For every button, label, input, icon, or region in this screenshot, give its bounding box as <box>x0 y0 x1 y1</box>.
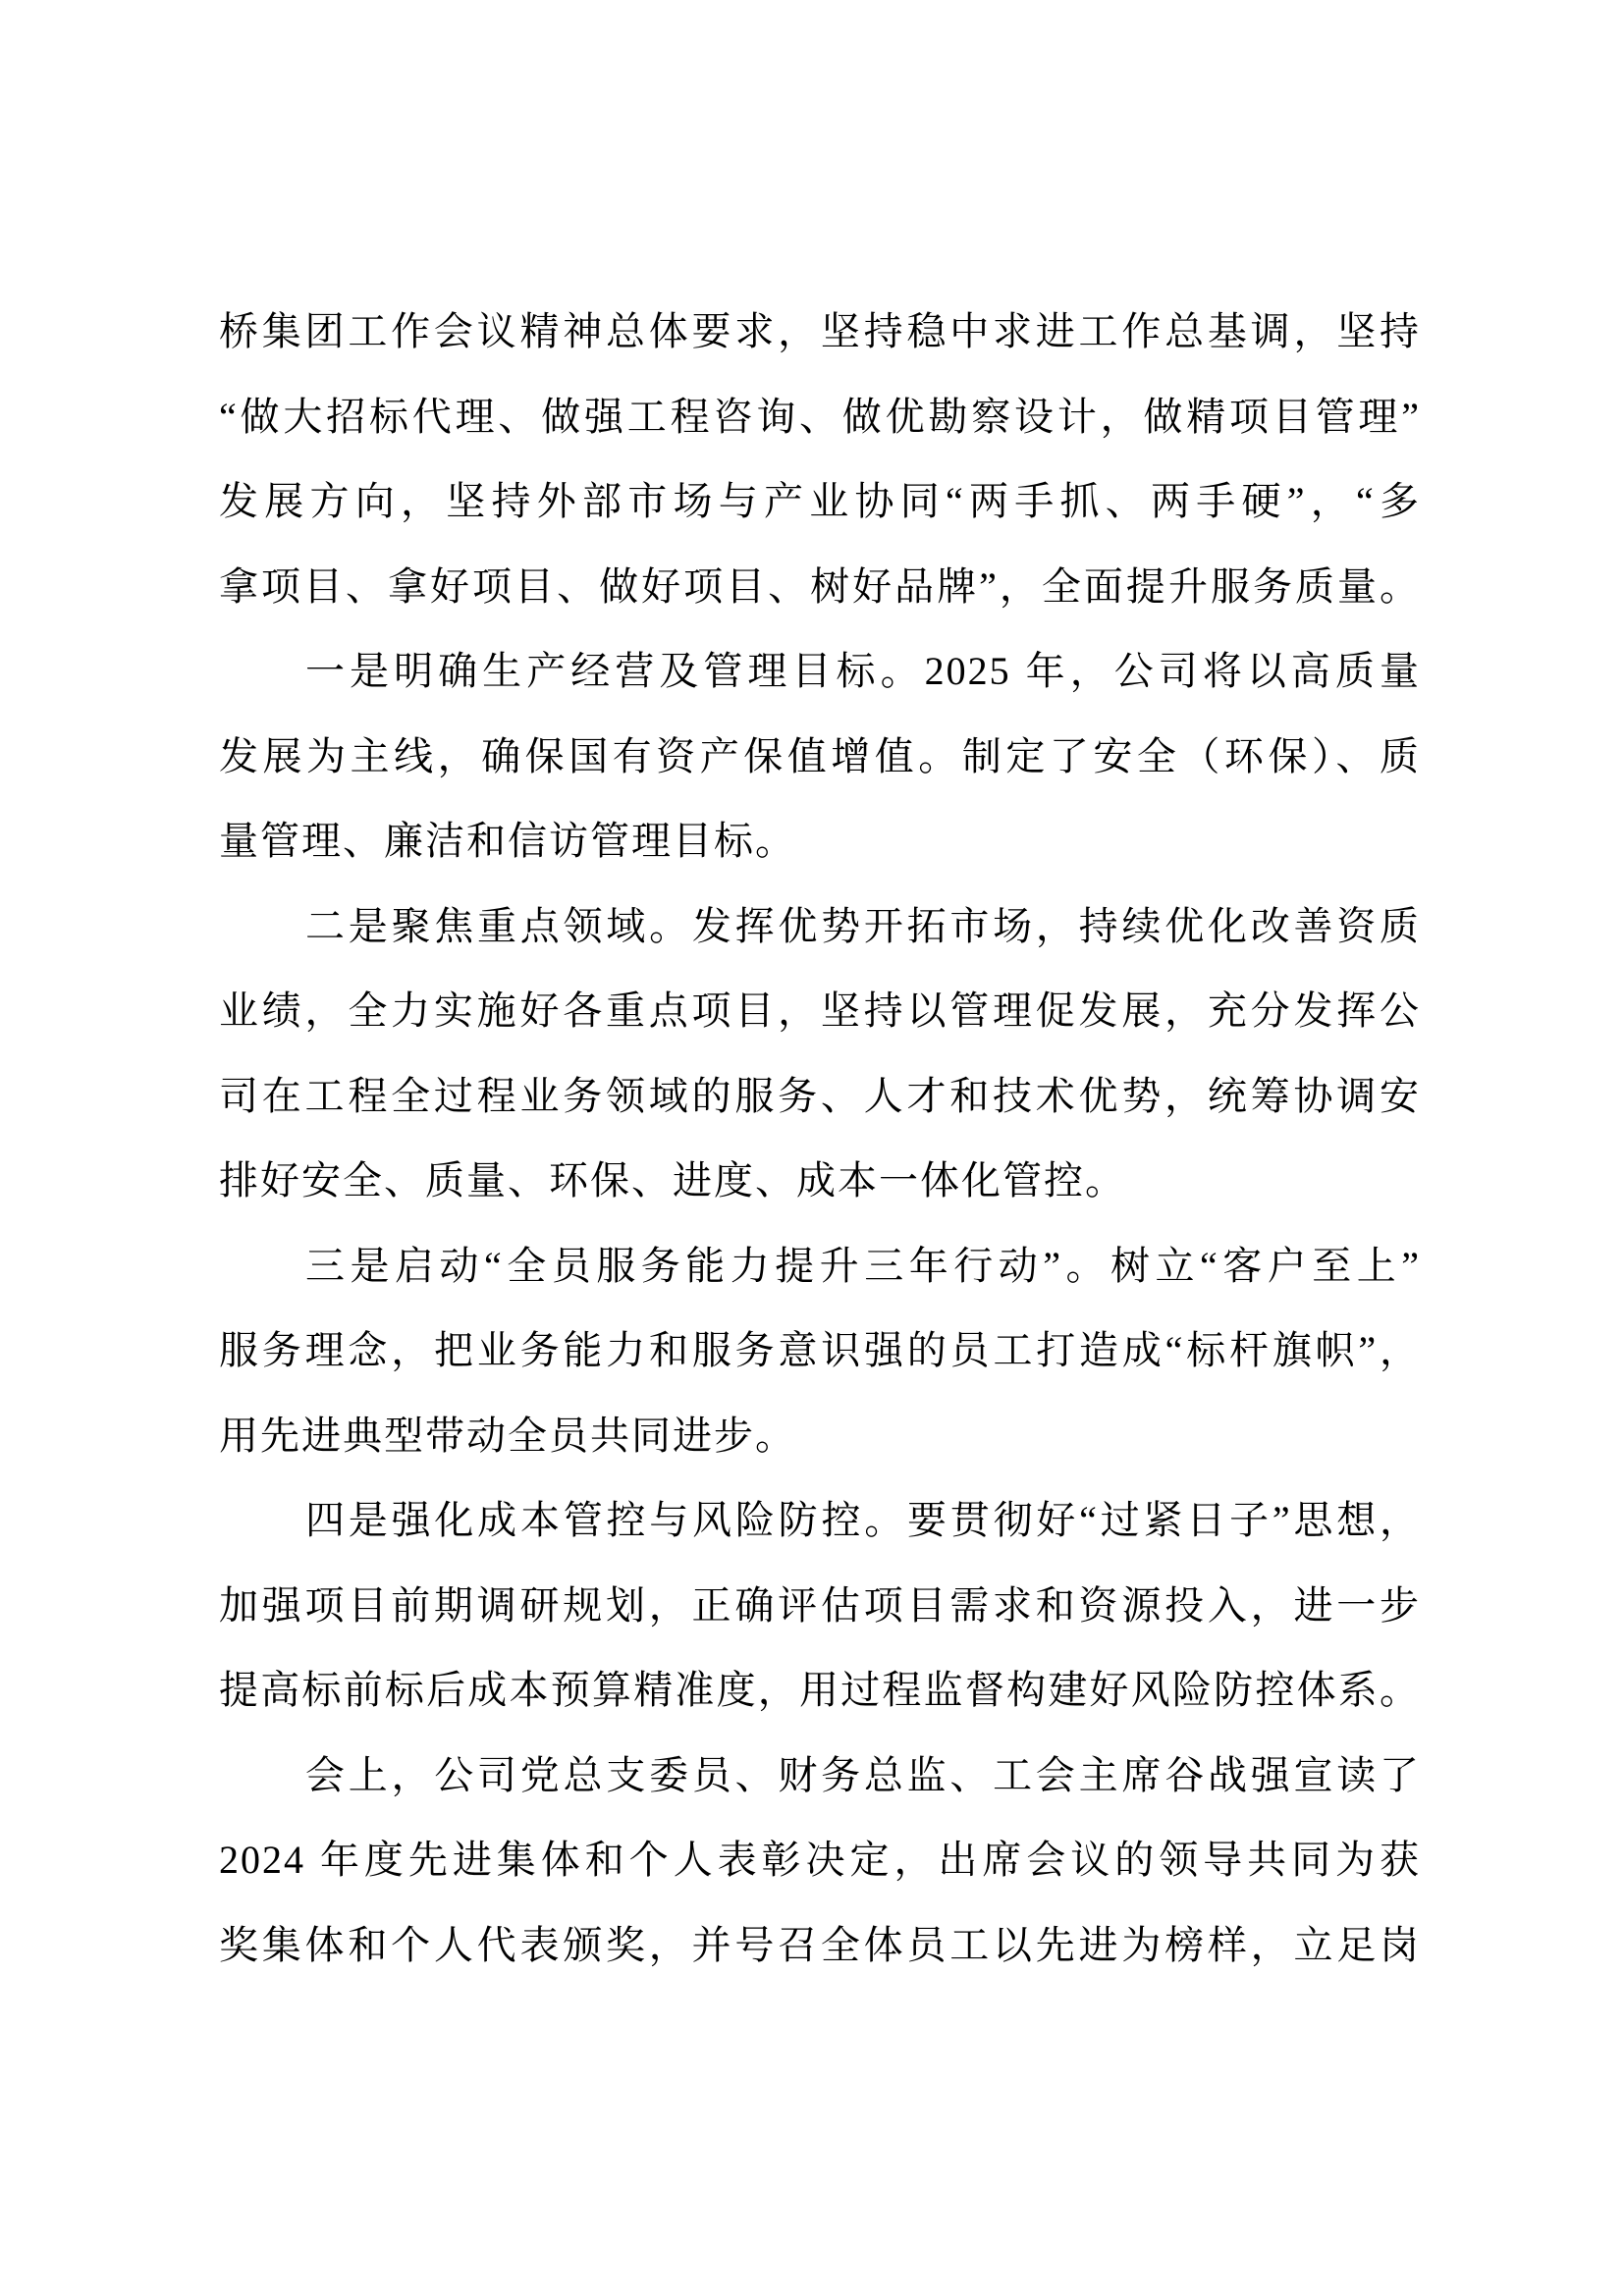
text-line: 三是启动“全员服务能力提升三年行动”。树立“客户至上” <box>305 1243 1421 1288</box>
text-line: “做大招标代理、做强工程咨询、做优勘察设计，做精项目管理” <box>219 394 1421 439</box>
text-line: 桥集团工作会议精神总体要求，坚持稳中求进工作总基调，坚持 <box>219 309 1421 353</box>
text-line: 四是强化成本管控与风险防控。要贯彻好“过紧日子”思想， <box>305 1498 1421 1542</box>
text-line: 会上，公司党总支委员、财务总监、工会主席谷战强宣读了 <box>305 1752 1421 1797</box>
text-line: 用先进典型带动全员共同进步。 <box>219 1413 796 1458</box>
paragraph <box>219 1224 1421 1479</box>
paragraph <box>219 1734 1421 1989</box>
document-body <box>219 290 1421 1988</box>
text-line: 服务理念，把业务能力和服务意识强的员工打造成“标杆旗帜”， <box>219 1328 1421 1372</box>
text-line: 排好安全、质量、环保、进度、成本一体化管控。 <box>219 1158 1126 1202</box>
text-line: 业绩，全力实施好各重点项目，坚持以管理促发展，充分发挥公 <box>219 988 1421 1033</box>
text-line: 司在工程全过程业务领域的服务、人才和技术优势，统筹协调安 <box>219 1073 1421 1118</box>
paragraph <box>219 884 1421 1224</box>
text-line: 发展方向，坚持外部市场与产业协同“两手抓、两手硬”，“多 <box>219 479 1421 523</box>
text-line: 量管理、廉洁和信访管理目标。 <box>219 819 796 863</box>
text-line: 奖集体和个人代表颁奖，并号召全体员工以先进为榜样，立足岗 <box>219 1922 1421 1967</box>
text-line: 加强项目前期调研规划，正确评估项目需求和资源投入，进一步 <box>219 1582 1421 1628</box>
text-line: 一是明确生产经营及管理目标。2025 年，公司将以高质量 <box>305 649 1421 693</box>
text-line: 2024 年度先进集体和个人表彰决定，出席会议的领导共同为获 <box>219 1838 1421 1882</box>
paragraph <box>219 1478 1421 1734</box>
text-line: 发展为主线，确保国有资产保值增值。制定了安全（环保）、质 <box>219 733 1421 778</box>
paragraph <box>219 629 1421 884</box>
text-line: 二是聚焦重点领域。发挥优势开拓市场，持续优化改善资质 <box>305 903 1421 948</box>
text-line: 提高标前标后成本预算精准度，用过程监督构建好风险防控体系。 <box>219 1668 1421 1712</box>
paragraph <box>219 290 1421 629</box>
text-line: 拿项目、拿好项目、做好项目、树好品牌”，全面提升服务质量。 <box>219 563 1421 609</box>
